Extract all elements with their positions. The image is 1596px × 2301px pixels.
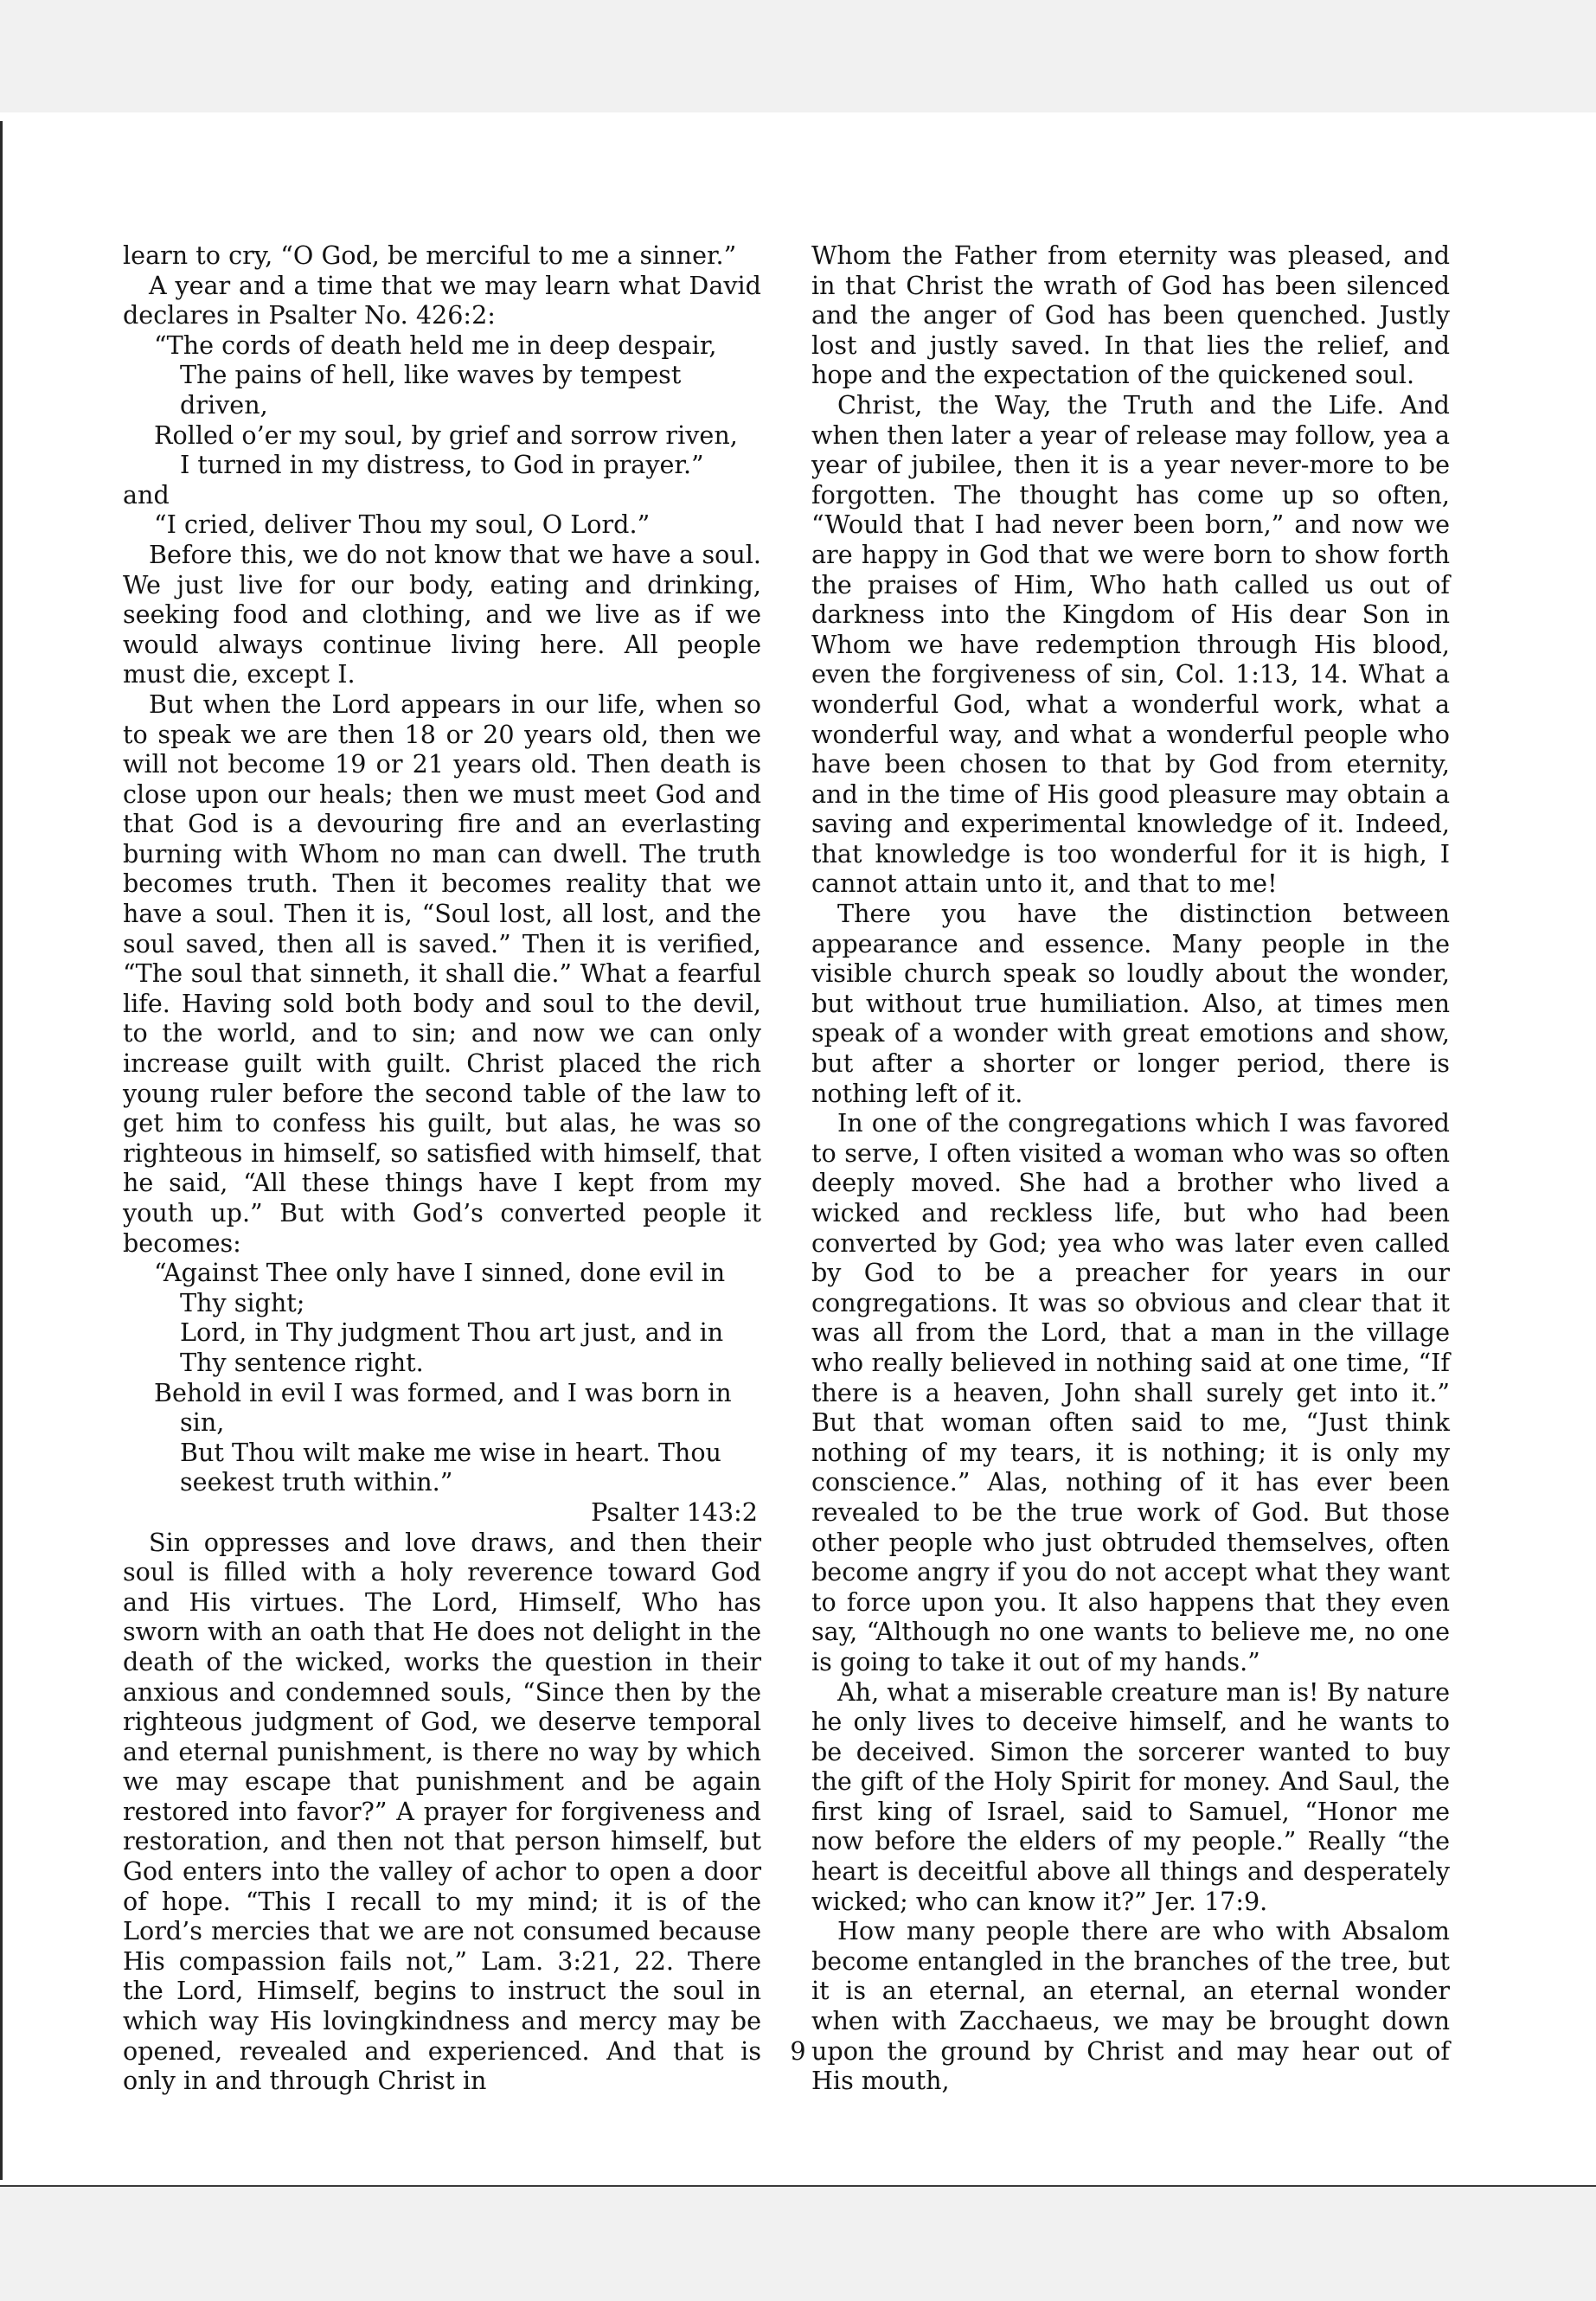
page-number: 9 (790, 2036, 806, 2066)
paragraph: In one of the congregations which I was favored to serve, I often visited a woman who was so often deeply moved. She had a brother who lived a wicked and reckless life, but who had been converted by God; yea who was later even called by God to be a preacher for years in our congregations. It was so obvious and clear that it was all from the Lord, that a man in the village who really believed in nothing said at one time, “If there is a heaven, John shall surely get into it.” But that woman often said to me, “Just think nothing of my tears, it is nothing; it is only my conscience.” Alas, nothing of it has ever been revealed to be the true work of God. But those other people who just obtruded themselves, often become angry if you do not accept what they want to force upon you. It also happens that they even say, “Although no one wants to believe me, no one is going to take it out of my hands.” (811, 1108, 1450, 1676)
verse-line-indented: But Thou wilt make me wise in heart. Thou seekest truth within.” (180, 1437, 721, 1497)
verse-line: “I cried, deliver Thou my soul, O Lord.” (154, 510, 651, 540)
scan-top-margin (0, 0, 1596, 112)
scan-bottom-edge (0, 2185, 1596, 2187)
verse-line: “Against Thee only have I sinned, done evil in Thy sight; (154, 1258, 726, 1317)
paragraph: Sin oppresses and love draws, and then their soul is filled with a holy reverence toward God and His virtues. The Lord, Himself, Who has sworn with an oath that He does not delight in the death of the wicked, works the question in their anxious and condemned souls, “Since then by the righteous judgment of God, we deserve temporal and eternal punishment, is there no way by which we may escape that punishment and be again restored into favor?” A prayer for forgiveness and restoration, and then not that person himself, but God enters into the valley of achor to open a door of hope. “This I recall to my mind; it is of the Lord’s mercies that we are not consumed because His compassion fails not,” Lam. 3:21, 22. There the Lord, Himself, begins to instruct the soul in which way His lovingkindness and mercy may be opened, revealed and experienced. And that is only in and through Christ in (123, 1527, 761, 2096)
paragraph: Before this, we do not know that we have a soul. We just live for our body, eating and drinking, seeking food and clothing, and we live as if we would always continue living here. All people must die, except I. (123, 539, 761, 689)
paragraph: How many people there are who with Absalom become entangled in the branches of the tree, but it is an eternal, an eternal, an eternal wonder when with Zacchaeus, we may be brought down upon the ground by Christ and may hear out of His mouth, (811, 1916, 1450, 2096)
paragraph: learn to cry, “O God, be merciful to me a sinner.” (123, 240, 737, 270)
scripture-reference: Psalter 143:2 (591, 1497, 758, 1527)
paragraph: Whom the Father from eternity was pleased, and in that Christ the wrath of God has been silenced and the anger of God has been quenched. Justly lost and justly saved. In that lies the relief, and hope and the expectation of the quickened soul. (811, 240, 1450, 390)
paragraph: Ah, what a miserable creature man is! By nature he only lives to deceive himself, and he wants to be deceived. Simon the sorcerer wanted to buy the gift of the Holy Spirit for money. And Saul, the first king of Israel, said to Samuel, “Honor me now before the elders of my people.” Really “the heart is deceitful above all things and desperately wicked; who can know it?” Jer. 17:9. (811, 1676, 1450, 1916)
scan-left-edge (0, 121, 3, 2180)
left-text-column (123, 240, 761, 2096)
verse-line-indented: I turned in my distress, to God in prayer.” (180, 450, 704, 480)
paragraph: Christ, the Way, the Truth and the Life. And when then later a year of release may follow, yea a year of jubilee, then it is a year never-more to be forgotten. The thought has come up so often, “Would that I had never been born,” and now we are happy in God that we were born to show forth the praises of Him, Who hath called us out of darkness into the Kingdom of His dear Son in Whom we have redemption through His blood, even the forgiveness of sin, Col. 1:13, 14. What a wonderful God, what a wonderful work, what a wonderful way, and what a wonderful people who have been chosen to that by God from eternity, and in the time of His good pleasure may obtain a saving and experimental knowledge of it. Indeed, that knowledge is too wonderful for it is high, I cannot attain unto it, and that to me! (811, 389, 1450, 899)
scan-bottom-margin (0, 2187, 1596, 2301)
right-text-column (811, 240, 1450, 2096)
paragraph: A year and a time that we may learn what David declares in Psalter No. 426:2: (123, 270, 761, 330)
verse-line-indented: Lord, in Thy judgment Thou art just, and in Thy sentence right. (180, 1317, 724, 1377)
verse-line: “The cords of death held me in deep despair, (154, 330, 717, 360)
verse-line-indented: The pains of hell, like waves by tempest driven, (180, 360, 682, 420)
paragraph: and (123, 479, 170, 510)
verse-line: Behold in evil I was formed, and I was born in sin, (154, 1377, 732, 1438)
paragraph: There you have the distinction between appearance and essence. Many people in the visible church speak so loudly about the wonder, but without true humiliation. Also, at times men speak of a wonder with great emotions and show, but after a shorter or longer period, there is nothing left of it. (811, 899, 1450, 1108)
paragraph: But when the Lord appears in our life, when so to speak we are then 18 or 20 years old, then we will not become 19 or 21 years old. Then death is close upon our heals; then we must meet God and that God is a devouring fire and an everlasting burning with Whom no man can dwell. The truth becomes truth. Then it becomes reality that we have a soul. Then it is, “Soul lost, all lost, and the soul saved, then all is saved.” Then it is verified, “The soul that sinneth, it shall die.” What a fearful life. Having sold both body and soul to the devil, to the world, and to sin; and now we can only increase guilt with guilt. Christ placed the rich young ruler before the second table of the law to get him to confess his guilt, but alas, he was so righteous in himself, so satisfied with himself, that he said, “All these things have I kept from my youth up.” But with God’s converted people it becomes: (123, 689, 761, 1258)
verse-line: Rolled o’er my soul, by grief and sorrow riven, (154, 420, 738, 450)
